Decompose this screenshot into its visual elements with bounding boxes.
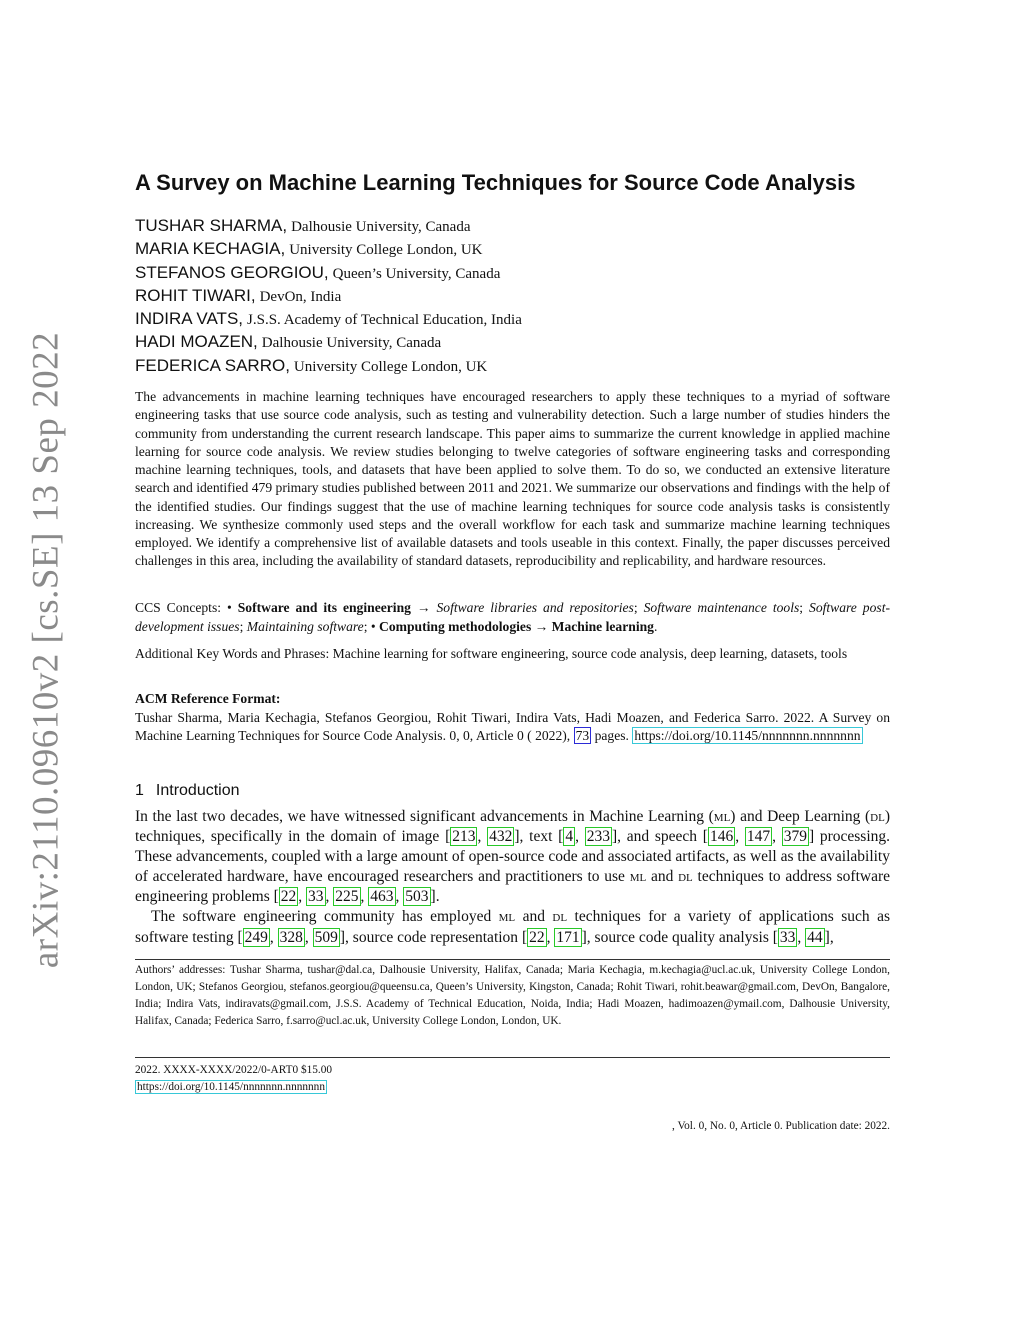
- citation-bracket: [: [702, 828, 708, 846]
- body-text: ) techniques, specifically in the domain of image: [135, 808, 891, 846]
- ccs-label: CCS Concepts: •: [135, 600, 238, 615]
- citation-bracket: ]: [611, 828, 618, 846]
- section-number: 1: [135, 782, 144, 799]
- intro-paragraph: [135, 807, 890, 907]
- author-entry: [135, 330, 890, 353]
- ccs-end: .: [653, 618, 658, 634]
- citation-bracket: ]: [514, 828, 520, 846]
- citation-separator: ,: [304, 928, 313, 946]
- citation-separator: ,: [575, 828, 585, 846]
- citation-link[interactable]: 379: [783, 828, 807, 846]
- citation-bracket: [: [237, 928, 243, 946]
- acm-reference-text: Tushar Sharma, Maria Kechagia, Stefanos Georgiou, Rohit Tiwari, Indira Vats, Hadi Moazen, and Federica Sarro. 2022. A Survey on Machine Learning Techniques for Source Code Analysis. 0, 0, Article 0 ( 2022),: [135, 709, 890, 743]
- footnote-divider: [135, 959, 890, 960]
- citation-link[interactable]: 171: [556, 928, 580, 946]
- citation-bracket: [: [273, 888, 279, 906]
- citation-link[interactable]: 33: [308, 888, 324, 906]
- citation-link[interactable]: 463: [370, 888, 394, 906]
- body-text: , source code quality analysis: [586, 928, 773, 946]
- ccs-concept: Software and its engineering: [237, 600, 411, 615]
- ccs-subconcept: Software libraries and repositories: [436, 600, 634, 615]
- citation-bracket: ]: [824, 928, 830, 946]
- author-name: MARIA KECHAGIA,: [135, 239, 286, 259]
- author-name: STEFANOS GEORGIOU,: [135, 262, 329, 282]
- citation-bracket: [: [521, 928, 528, 946]
- doi-link[interactable]: https://doi.org/10.1145/nnnnnnn.nnnnnnn: [137, 1081, 325, 1093]
- arxiv-sidebar: [24, 0, 68, 1325]
- citation-link[interactable]: 22: [280, 888, 297, 906]
- body-text: and: [646, 868, 679, 886]
- acronym: ml: [713, 808, 731, 825]
- body-text: techniques for a variety of applications such as software testing: [135, 908, 891, 946]
- author-entry: [135, 214, 890, 237]
- citation-link[interactable]: 249: [244, 928, 268, 946]
- citation-separator: ,: [772, 828, 782, 846]
- citation-bracket: [: [445, 828, 451, 846]
- citation-separator: ,: [360, 888, 369, 906]
- body-text: ,: [829, 928, 834, 946]
- author-affiliation: DevOn, India: [259, 288, 342, 305]
- author-affiliation: Dalhousie University, Canada: [291, 219, 471, 235]
- author-entry: [135, 261, 890, 284]
- acm-reference: [135, 690, 890, 746]
- arxiv-identifier: arXiv:2110.09610v2 [cs.SE] 13 Sep 2022: [25, 331, 67, 969]
- citation-separator: ,: [735, 828, 745, 846]
- citation-link[interactable]: 233: [586, 828, 610, 846]
- body-text: techniques to address software engineering problems: [135, 868, 890, 906]
- ccs-separator: ;: [633, 600, 644, 615]
- citation-link[interactable]: 22: [529, 928, 545, 946]
- ccs-subconcept: Software post-development issues: [135, 600, 890, 634]
- ccs-arrow: →: [410, 600, 437, 615]
- author-entry: [135, 284, 890, 307]
- citation-bracket: [: [772, 928, 778, 946]
- paper-title: A Survey on Machine Learning Techniques for Source Code Analysis: [135, 170, 856, 195]
- body-text: , and speech: [617, 828, 703, 846]
- keywords: Additional Key Words and Phrases: Machine learning for software engineering, source code analysis, deep learning, datasets, tools: [135, 646, 848, 661]
- page-footer: , Vol. 0, No. 0, Article 0. Publication date: 2022.: [672, 1120, 890, 1132]
- abstract: The advancements in machine learning techniques have encouraged researchers to apply these techniques to a myriad of software engineering tasks that use source code analysis, such as testing and vulnerability detection. Such a large number of studies hinders the community from understanding the current research landscape. This paper aims to summarize the current knowledge in applied machine learning for source code analysis. We review studies belonging to twelve categories of software engineering tasks and corresponding machine learning techniques, tools, and datasets that have been applied to solve them. To do so, we conducted an extensive literature search and identified 479 primary studies published between 2011 and 2021. We summarize our observations and findings with the help of the identified studies. Our findings suggest that the use of machine learning techniques for source code analysis tasks is consistently increasing. We synthesize commonly used steps and the overall workflow for each task and summarize machine learning techniques employed. We identify a comprehensive list of available datasets and tools useable in this context. Finally, the paper discusses perceived challenges in this area, including the availability of standard datasets, reproducibility and replicability, and hardware resources.: [135, 389, 890, 569]
- acm-reference-pages-suffix: pages.: [591, 728, 633, 743]
- citation-link[interactable]: 4: [565, 828, 574, 846]
- author-entry: [135, 354, 890, 377]
- ccs-subconcept: Maintaining software: [246, 618, 364, 634]
- citation-link[interactable]: 503: [405, 888, 429, 906]
- author-name: ROHIT TIWARI,: [135, 285, 256, 305]
- author-entry: [135, 307, 890, 330]
- ccs-concepts: [135, 599, 890, 636]
- citation-separator: ,: [797, 928, 806, 946]
- intro-paragraph: [135, 907, 890, 947]
- author-addresses: Authors’ addresses: Tushar Sharma, tushar@dal.ca, Dalhousie University, Halifax, Canada; Maria Kechagia, m.kechagia@ucl.ac.uk, University College London, London, UK; Stefanos Georgiou, stefanos.georgiou@queensu.ca, Queen’s University, Kingston, Canada; Rohit Tiwari, rohit.beawar@gmail.com, DevOn, Bangalore, India; Indira Vats, indiravats@gmail.com, J.S.S. Academy of Technical Education, Noida, India; Hadi Moazen, hadimoazen@ymail.com, Dalhousie University, Halifax, Canada; Federica Sarro, f.sarro@ucl.ac.uk, University College London, London, UK.: [135, 964, 890, 1027]
- acronym: dl: [870, 808, 885, 825]
- author-name: INDIRA VATS,: [135, 309, 244, 329]
- citation-separator: ,: [477, 828, 488, 846]
- author-affiliation: Queen’s University, Canada: [332, 265, 501, 282]
- author-affiliation: University College London, UK: [289, 242, 483, 259]
- citation-separator: ,: [546, 928, 555, 946]
- copyright-line: 2022. XXXX-XXXX/2022/0-ART0 $15.00: [135, 1064, 333, 1076]
- citation-separator: ,: [325, 888, 334, 906]
- ccs-subconcept: Software maintenance tools: [643, 600, 800, 615]
- citation-separator: ,: [269, 928, 278, 946]
- citation-separator: ,: [395, 888, 404, 906]
- ccs-concept: Computing methodologies → Machine learning: [379, 618, 654, 634]
- body-text: processing. These advancements, coupled with a large amount of open-source code and associated artifacts, as well as the availability of accelerated hardware, have encouraged researchers and practitioners to use: [135, 828, 891, 886]
- section-heading: [135, 782, 240, 800]
- body-text: and: [515, 908, 553, 926]
- citation-separator: ,: [298, 888, 307, 906]
- ccs-separator: ;: [239, 618, 247, 634]
- introduction-text: [135, 807, 890, 948]
- citation-bracket: [: [558, 828, 564, 846]
- ccs-separator: ; •: [363, 618, 380, 634]
- acm-reference-heading: ACM Reference Format:: [135, 691, 281, 706]
- citation-link[interactable]: 328: [279, 928, 303, 946]
- citation-link[interactable]: 432: [489, 828, 513, 846]
- citation-bracket: ]: [808, 828, 815, 846]
- author-affiliation: J.S.S. Academy of Technical Education, India: [247, 312, 522, 329]
- acronym: dl: [678, 868, 693, 886]
- acronym: dl: [552, 908, 568, 926]
- ccs-separator: ;: [799, 600, 810, 615]
- citation-link[interactable]: 146: [709, 828, 734, 846]
- body-text: ) and Deep Learning (: [730, 808, 871, 825]
- author-name: TUSHAR SHARMA,: [135, 216, 288, 235]
- citation-link[interactable]: 147: [746, 828, 771, 846]
- citation-link[interactable]: 44: [807, 928, 823, 946]
- acronym: ml: [629, 868, 647, 886]
- body-text: The software engineering community has employed: [151, 908, 499, 926]
- author-affiliation: Dalhousie University, Canada: [261, 335, 442, 352]
- citation-link[interactable]: 33: [779, 928, 796, 946]
- copyright-divider: [135, 1057, 890, 1058]
- page-count-link[interactable]: 73: [575, 728, 590, 743]
- author-name: HADI MOAZEN,: [135, 332, 258, 352]
- body-text: .: [435, 888, 440, 906]
- body-text: , text: [519, 828, 559, 846]
- author-name: FEDERICA SARRO,: [135, 355, 290, 375]
- citation-link[interactable]: 225: [335, 888, 359, 906]
- section-title: Introduction: [155, 782, 240, 799]
- acm-reference-body: [135, 709, 890, 746]
- doi-link[interactable]: https://doi.org/10.1145/nnnnnnn.nnnnnnn: [634, 728, 861, 743]
- body-text: In the last two decades, we have witnessed significant advancements in Machine Learning (: [135, 808, 714, 825]
- body-text: , source code representation: [345, 928, 522, 946]
- acronym: ml: [498, 908, 516, 926]
- citation-link[interactable]: 213: [452, 828, 476, 846]
- citation-bracket: ]: [581, 928, 587, 946]
- citation-link[interactable]: 509: [314, 928, 338, 946]
- author-list: [135, 214, 890, 377]
- author-entry: [135, 237, 890, 260]
- citation-bracket: ]: [339, 928, 346, 946]
- citation-bracket: ]: [430, 888, 436, 906]
- author-affiliation: University College London, UK: [293, 358, 488, 375]
- copyright-block: [135, 1062, 890, 1096]
